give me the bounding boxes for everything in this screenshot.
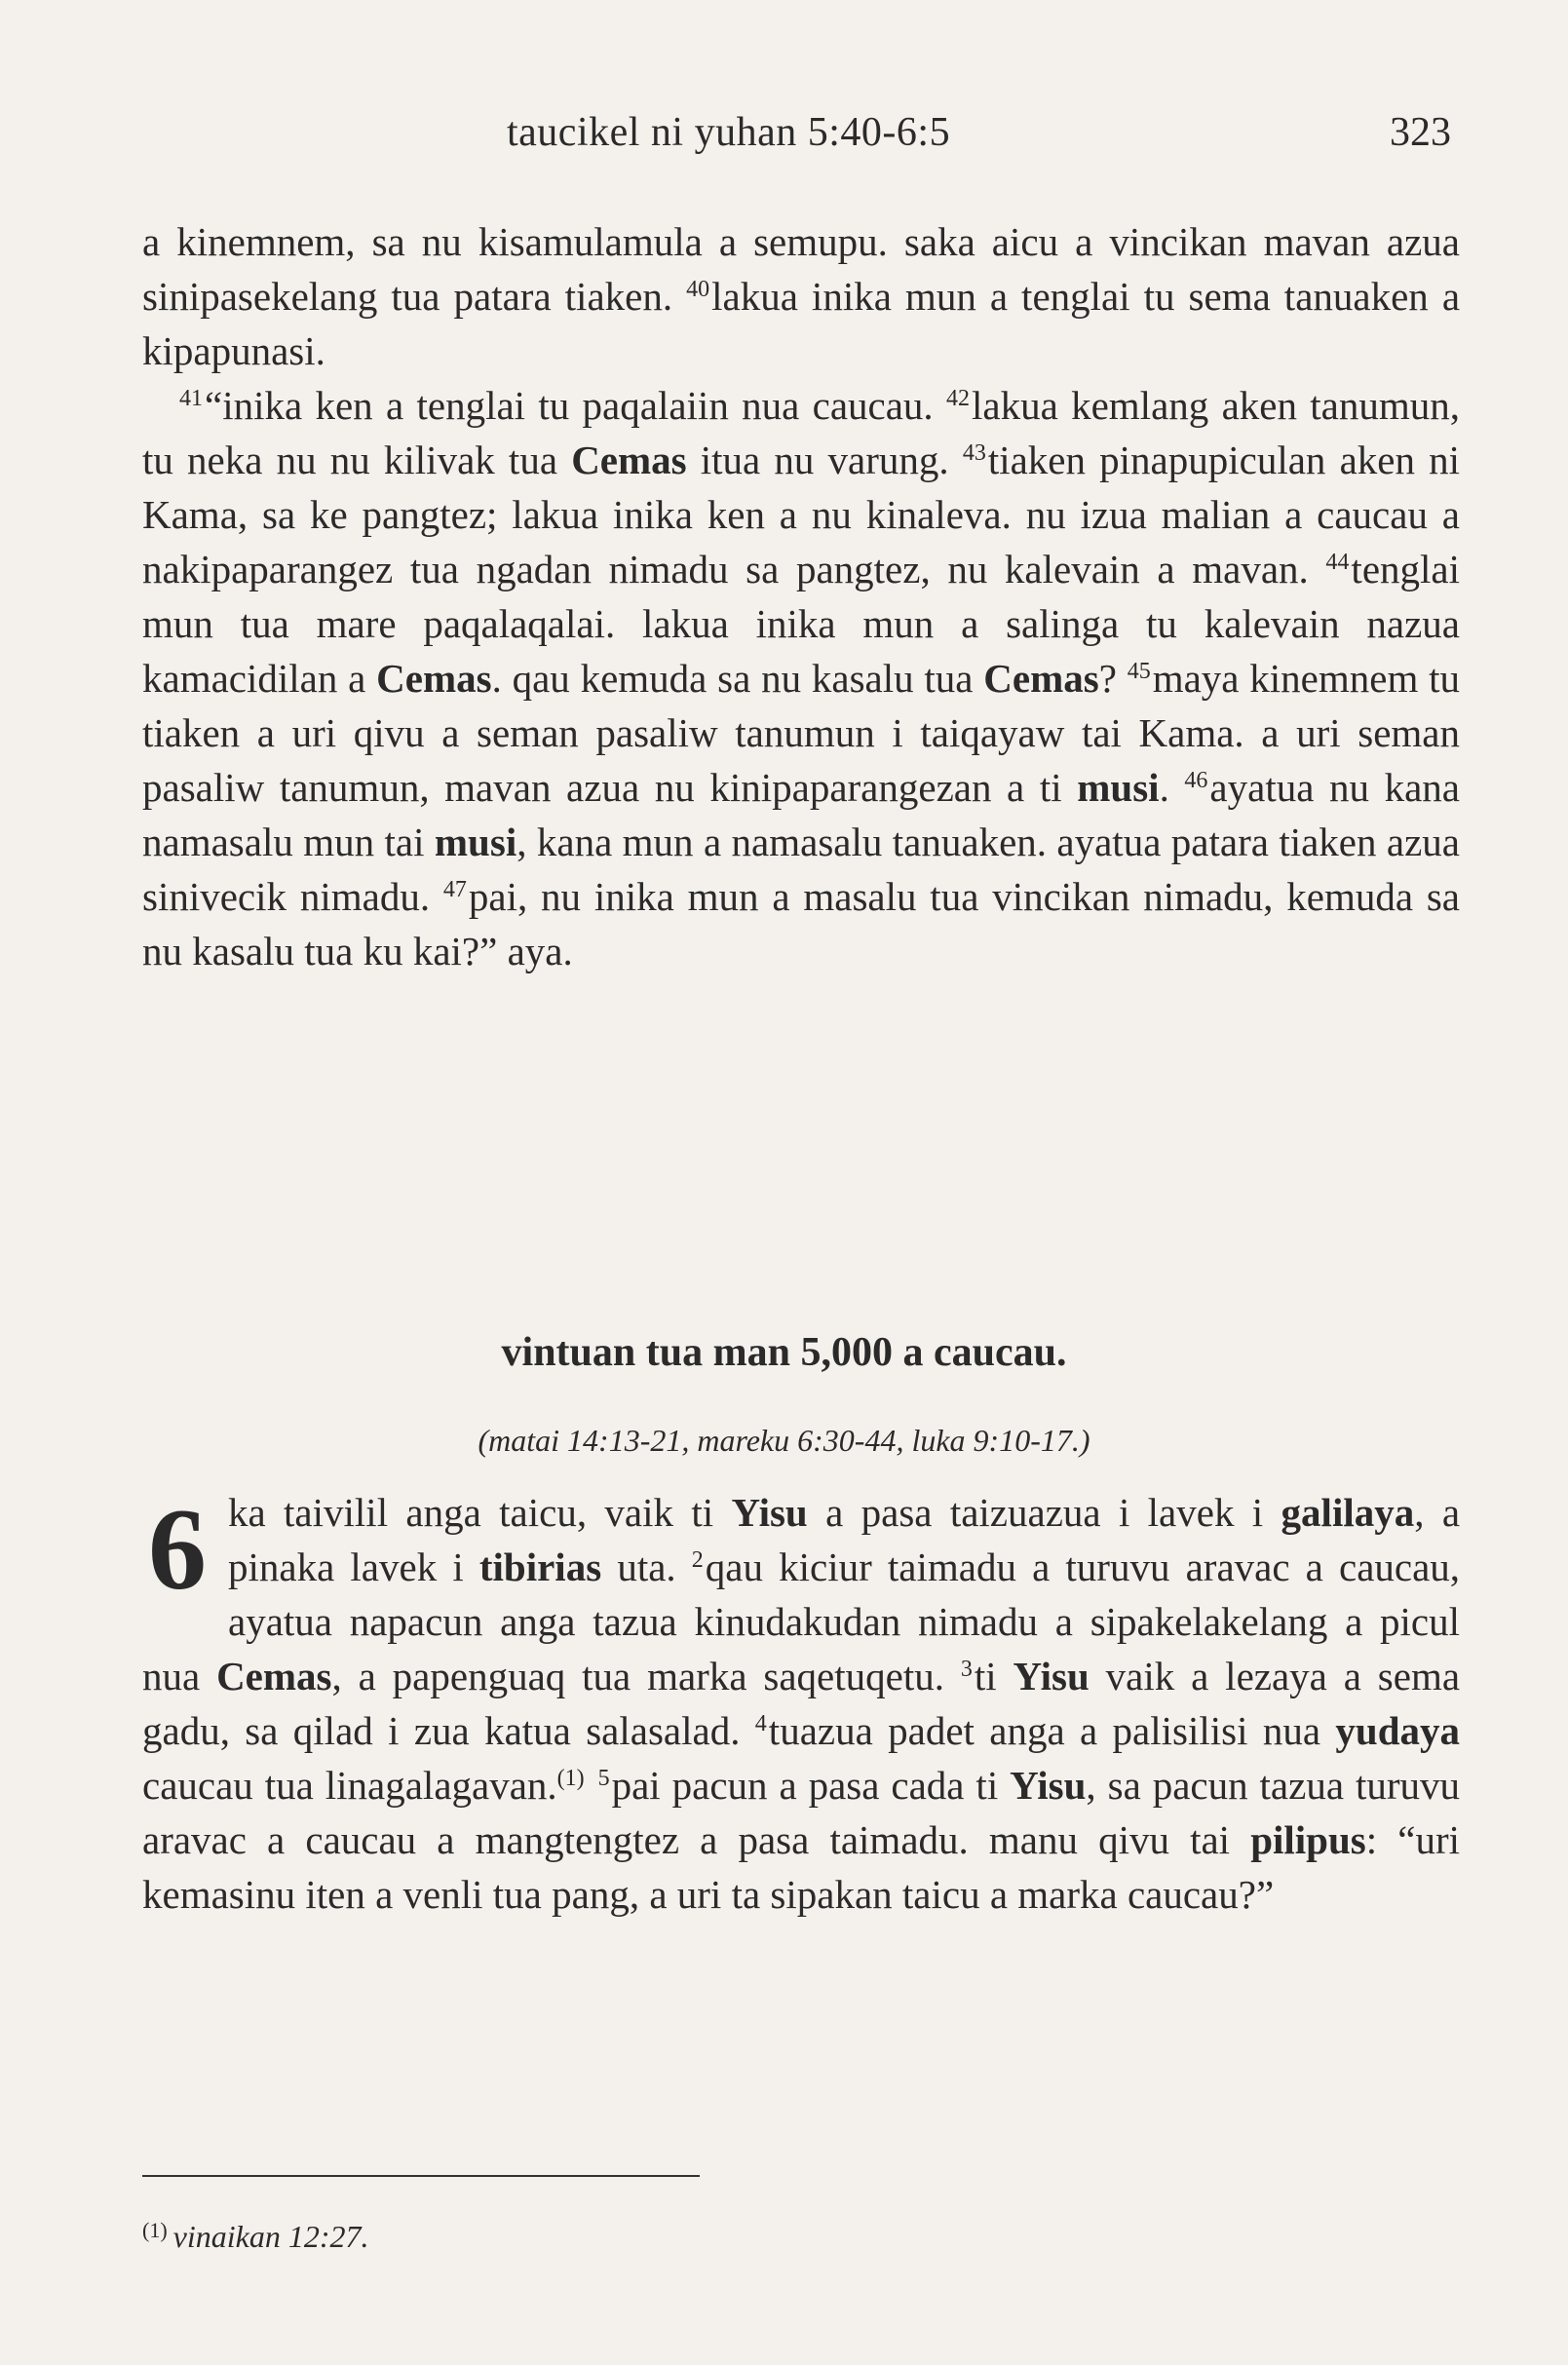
verse-text: qau kiciur taimadu a turuvu aravac a caucau, ayatua napacun anga tazua kinudakudan nimadu a sipakelakelang a picul nua [142, 1545, 1461, 1698]
footnote [142, 2218, 369, 2255]
verse-text: maya kinemnem tu tiaken a uri qivu a seman pasaliw tanumun i taiqayaw tai Kama. a uri seman pasaliw tanumun, mavan azua nu kinipaparangezan a ti [142, 656, 1461, 810]
verse-text: tenglai mun tua mare paqalaqalai. lakua inika mun a salinga tu kalevain nazua kamacidilan a [142, 547, 1460, 701]
divine-name: Cemas [983, 656, 1099, 701]
chapter-number: 6 [148, 1484, 207, 1614]
verse-number: 43 [962, 440, 986, 466]
verse-number: 47 [442, 877, 467, 902]
divine-name: Cemas [216, 1654, 332, 1698]
name-pilipus: pilipus [1250, 1817, 1366, 1862]
verse-text: tiaken pinapupiculan aken ni Kama, sa ke pangtez; lakua inika ken a nu kinaleva. nu izua malian a caucau a nakipaparangez tua ngadan nimadu sa pangtez, nu kalevain a mavan. [142, 438, 1461, 591]
verse-text: a kinemnem, sa nu kisamulamula a semupu. saka aicu a vincikan mavan azua sinipasekelang tua patara tiaken. [142, 219, 1460, 319]
verse-text: tuazua padet anga a palisilisi nua [768, 1708, 1321, 1753]
section-heading: vintuan tua man 5,000 a caucau. [501, 1330, 1067, 1375]
main-text-block [142, 214, 1460, 978]
name-yisu: Yisu [731, 1490, 808, 1535]
name-musi: musi [1077, 765, 1160, 810]
verse-text: a pasa taizuazua i lavek i [825, 1490, 1264, 1535]
verse-text: ti [974, 1654, 997, 1698]
verse-number: 2 [691, 1547, 704, 1573]
paragraph [142, 214, 1460, 378]
verse-text: : “uri kemasinu iten a venli tua pang, a uri ta sipakan taicu a marka caucau?” [142, 1817, 1460, 1917]
name-yisu: Yisu [1013, 1654, 1090, 1698]
verse-number: 4 [754, 1711, 767, 1736]
name-yisu: Yisu [1010, 1763, 1087, 1808]
divine-name: Cemas [376, 656, 492, 701]
place-tibirias: tibirias [478, 1545, 602, 1589]
page-number: 323 [1390, 110, 1451, 155]
verse-text: uta. [617, 1545, 676, 1589]
divine-name: Cemas [571, 438, 687, 482]
chapter-6-block [142, 1485, 1460, 1922]
verse-text: lakua kemlang aken tanumun, tu neka nu nu kilivak tua [142, 383, 1461, 482]
verse-text: , a papenguaq tua marka saqetuqetu. [331, 1654, 944, 1698]
footnote-divider [142, 2175, 700, 2177]
parallel-references: (matai 14:13-21, mareku 6:30-44, luka 9:10-17.) [478, 1423, 1090, 1458]
verse-number: 3 [960, 1657, 973, 1682]
paragraph [142, 378, 1460, 978]
verse-text: ayatua nu kana namasalu mun tai [142, 765, 1460, 864]
verse-number: 46 [1184, 768, 1208, 793]
verse-text: , sa pacun tazua turuvu aravac a caucau a mangtengtez a pasa taimadu. manu qivu tai [142, 1763, 1461, 1862]
footnote-text: vinaikan 12:27. [172, 2219, 369, 2254]
verse-number: 45 [1127, 659, 1151, 684]
name-musi: musi [434, 820, 517, 864]
verse-number: 44 [1325, 550, 1350, 575]
verse-text: lakua inika mun a tenglai tu sema tanuaken a kipapunasi. [142, 274, 1461, 373]
name-yudaya: yudaya [1335, 1708, 1460, 1753]
place-galilaya: galilaya [1281, 1490, 1415, 1535]
verse-text: pai, nu inika mun a masalu tua vincikan nimadu, kemuda sa nu kasalu tua ku kai?” aya. [142, 874, 1460, 973]
verse-text: itua nu varung. [700, 438, 949, 482]
verse-text: “inika ken a tenglai tu paqalaiin nua caucau. [205, 383, 934, 428]
running-header-title: taucikel ni yuhan 5:40-6:5 [507, 110, 951, 155]
verse-text: vaik a lezaya a sema gadu, sa qilad i zua katua salasalad. [142, 1654, 1461, 1753]
verse-text: ? [1098, 656, 1117, 701]
verse-number: 5 [597, 1766, 610, 1791]
verse-text: caucau tua linagalagavan. [142, 1763, 557, 1808]
verse-number: 40 [686, 277, 710, 302]
footnote-marker[interactable]: (1) [556, 1766, 585, 1791]
verse-number: 41 [179, 386, 203, 411]
verse-text: . qau kemuda sa nu kasalu tua [491, 656, 974, 701]
verse-text: . [1159, 765, 1169, 810]
verse-text: pai pacun a pasa cada ti [611, 1763, 999, 1808]
verse-number: 42 [946, 386, 970, 411]
footnote-mark: (1) [142, 2218, 168, 2242]
verse-text: , kana mun a namasalu tanuaken. ayatua patara tiaken azua sinivecik nimadu. [142, 820, 1460, 919]
verse-text: ka taivilil anga taicu, vaik ti [228, 1490, 714, 1535]
verse-text: , a pinaka lavek i [228, 1490, 1461, 1589]
